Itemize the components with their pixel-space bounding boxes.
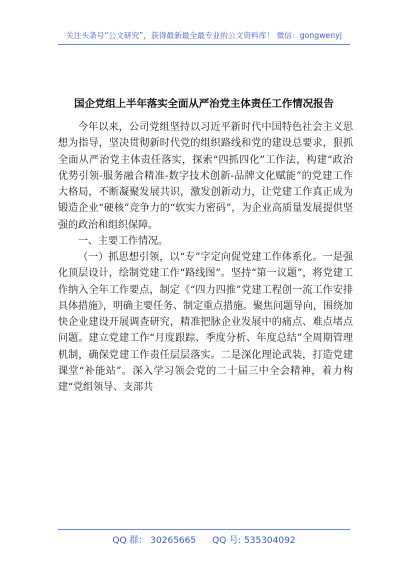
paragraph-section-heading: 一、主要工作情况。 [78, 235, 168, 247]
header-divider [58, 44, 350, 45]
header-banner: 关注头条号“公文研究”，获得最新最全最专业的公文资料库！ 微信：gongwenyj [66, 31, 342, 40]
paragraph-item-1: （一）抓思想引领，以“专”字定向促党建工作体系化。一是强化顶层设计，绘制党建工作“路线图”。坚持“第一议题”，将党建工作纳入全年工作要点，制定《“四力四推”党建工程创一流工作安排具体措施》，明确主要任务、制定重点措施。聚焦问题导向，围绕加快企业建设开展调查研究，精准把脉企业发展中的痛点、难点堵点问题。建立党建工作“月度跟踪、季度分析、年度总结”全周期管理机制，确保党建工作责任层层落实。二是深化理论武装，打造党建课堂“补能站”。深入学习领会党的二十届三中全会精神，着力构建“党组领导、支部共 [58, 252, 353, 393]
paragraph-intro: 今年以来，公司党组坚持以习近平新时代中国特色社会主义思想为指导，坚决贯彻新时代党的组织路线和党的建设总要求，狠抓全面从严治党主体责任落实，探索“四抓四化”工作法，构建“政治优势引领-服务融合精准-数字技术创新-品牌文化赋能”的党建工作大格局，不断凝聚发展共识，激发创新动力，让党建工作真正成为锻造企业“硬核”竞争力的“软实力密码”，为企业高质量发展提供坚强的政治和组织保障。 [58, 122, 353, 231]
footer [0, 533, 408, 546]
footer-divider [58, 529, 350, 530]
footer-qq-group: QQ 群： 30265665 [112, 536, 197, 546]
document-title: 国企党组上半年落实全面从严治党主体责任工作情况报告 [74, 98, 334, 110]
footer-qq-number: QQ 号: 535304092 [212, 536, 296, 546]
document-body [58, 120, 353, 396]
